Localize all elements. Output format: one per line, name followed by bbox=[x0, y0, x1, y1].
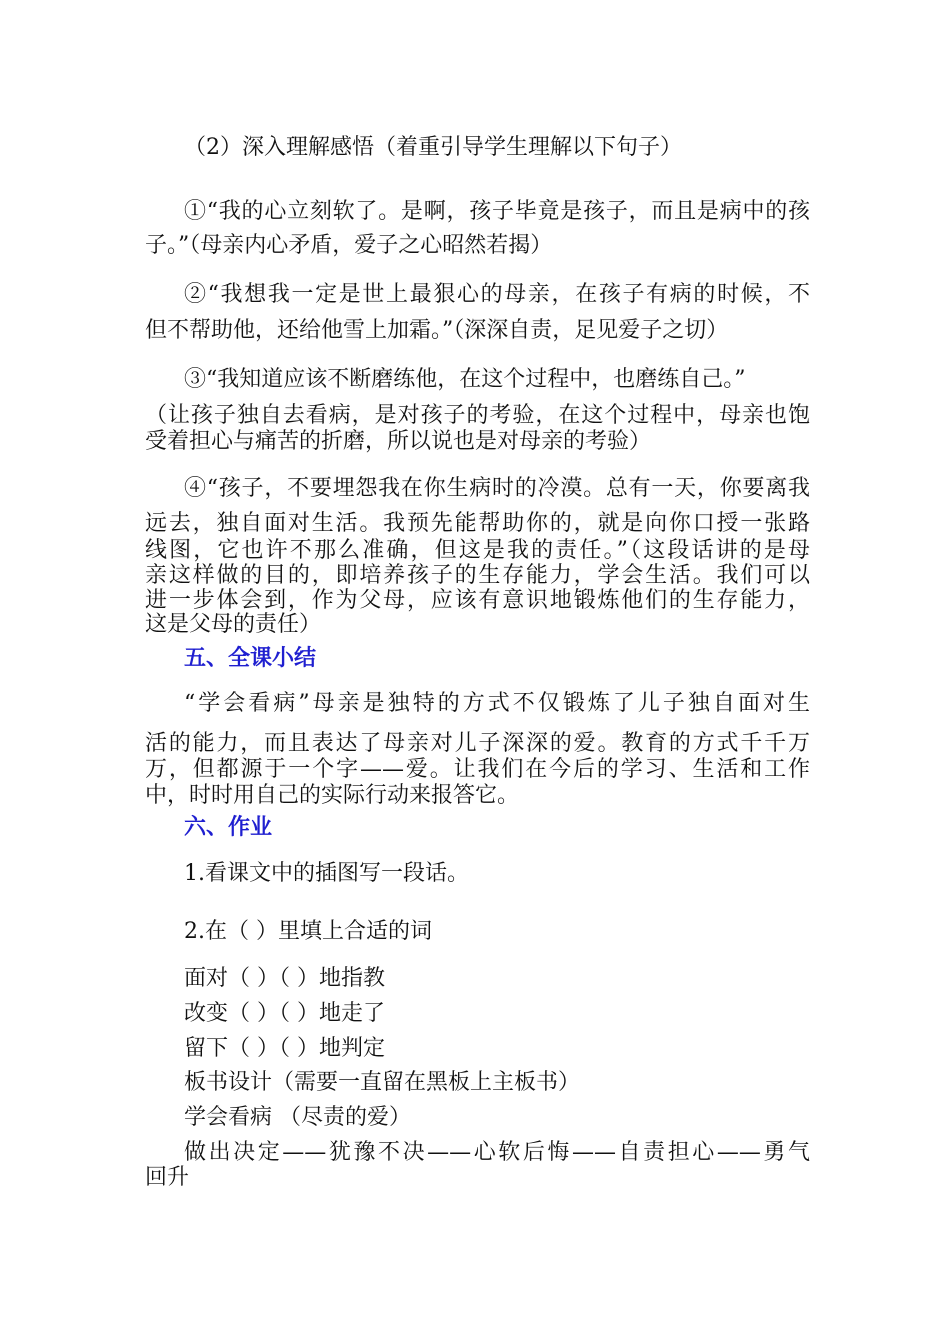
homework-heading: 六、作业 bbox=[184, 815, 273, 840]
sentence-3-line-3: 受着担心与痛苦的折磨，所以说也是对母亲的考验） bbox=[145, 429, 652, 454]
board-flow-line-2: 回升 bbox=[145, 1165, 190, 1190]
homework-item-2: 2.在（ ）里填上合适的词 bbox=[184, 919, 432, 944]
summary-line-2: 活的能力，而且表达了母亲对儿子深深的爱。教育的方式千千万 bbox=[145, 731, 810, 756]
summary-line-1: “学会看病”母亲是独特的方式不仅锻炼了儿子独自面对生 bbox=[184, 691, 810, 716]
sentence-4-line-3: 线图，它也许不那么准确，但这是我的责任。”（这段话讲的是母 bbox=[145, 538, 810, 563]
sentence-2-line-1: ②“我想我一定是世上最狠心的母亲，在孩子有病的时候，不 bbox=[184, 282, 810, 307]
homework-item-1: 1.看课文中的插图写一段话。 bbox=[184, 861, 469, 886]
sentence-4-line-5: 进一步体会到，作为父母，应该有意识地锻炼他们的生存能力， bbox=[145, 588, 810, 613]
sentence-4-line-6: 这是父母的责任） bbox=[145, 612, 322, 637]
sentence-2-line-2: 但不帮助他，还给他雪上加霜。”（深深自责，足见爱子之切） bbox=[145, 318, 729, 343]
summary-heading: 五、全课小结 bbox=[184, 646, 317, 671]
section-title: （2）深入理解感悟（着重引导学生理解以下句子） bbox=[184, 135, 682, 160]
board-design-subtitle: 学会看病 （尽责的爱） bbox=[184, 1105, 411, 1130]
sentence-1-line-1: ①“我的心立刻软了。是啊，孩子毕竟是孩子，而且是病中的孩 bbox=[184, 199, 810, 224]
sentence-3-line-2: （让孩子独自去看病，是对孩子的考验，在这个过程中，母亲也饱 bbox=[145, 403, 810, 428]
sentence-1-line-2: 子。”（母亲内心矛盾，爱子之心昭然若揭） bbox=[145, 233, 553, 258]
sentence-4-line-4: 亲这样做的目的，即培养孩子的生存能力，学会生活。我们可以 bbox=[145, 563, 810, 588]
fill-line-3: 留下（ ）（ ）地判定 bbox=[184, 1036, 385, 1061]
fill-line-1: 面对（ ）（ ）地指教 bbox=[184, 966, 385, 991]
sentence-4-line-2: 远去，独自面对生活。我预先能帮助你的，就是向你口授一张路 bbox=[145, 511, 810, 536]
summary-line-4: 中，时时用自己的实际行动来报答它。 bbox=[145, 783, 520, 808]
sentence-3-line-1: ③“我知道应该不断磨练他，在这个过程中，也磨练自己。” bbox=[184, 367, 746, 392]
sentence-4-line-1: ④“孩子，不要埋怨我在你生病时的冷漠。总有一天，你要离我 bbox=[184, 476, 810, 501]
board-flow-line-1: 做出决定——犹豫不决——心软后悔——自责担心——勇气 bbox=[184, 1140, 810, 1165]
fill-line-2: 改变（ ）（ ）地走了 bbox=[184, 1001, 385, 1026]
summary-line-3: 万，但都源于一个字——爱。让我们在今后的学习、生活和工作 bbox=[145, 757, 810, 782]
board-design-title: 板书设计（需要一直留在黑板上主板书） bbox=[184, 1070, 581, 1095]
